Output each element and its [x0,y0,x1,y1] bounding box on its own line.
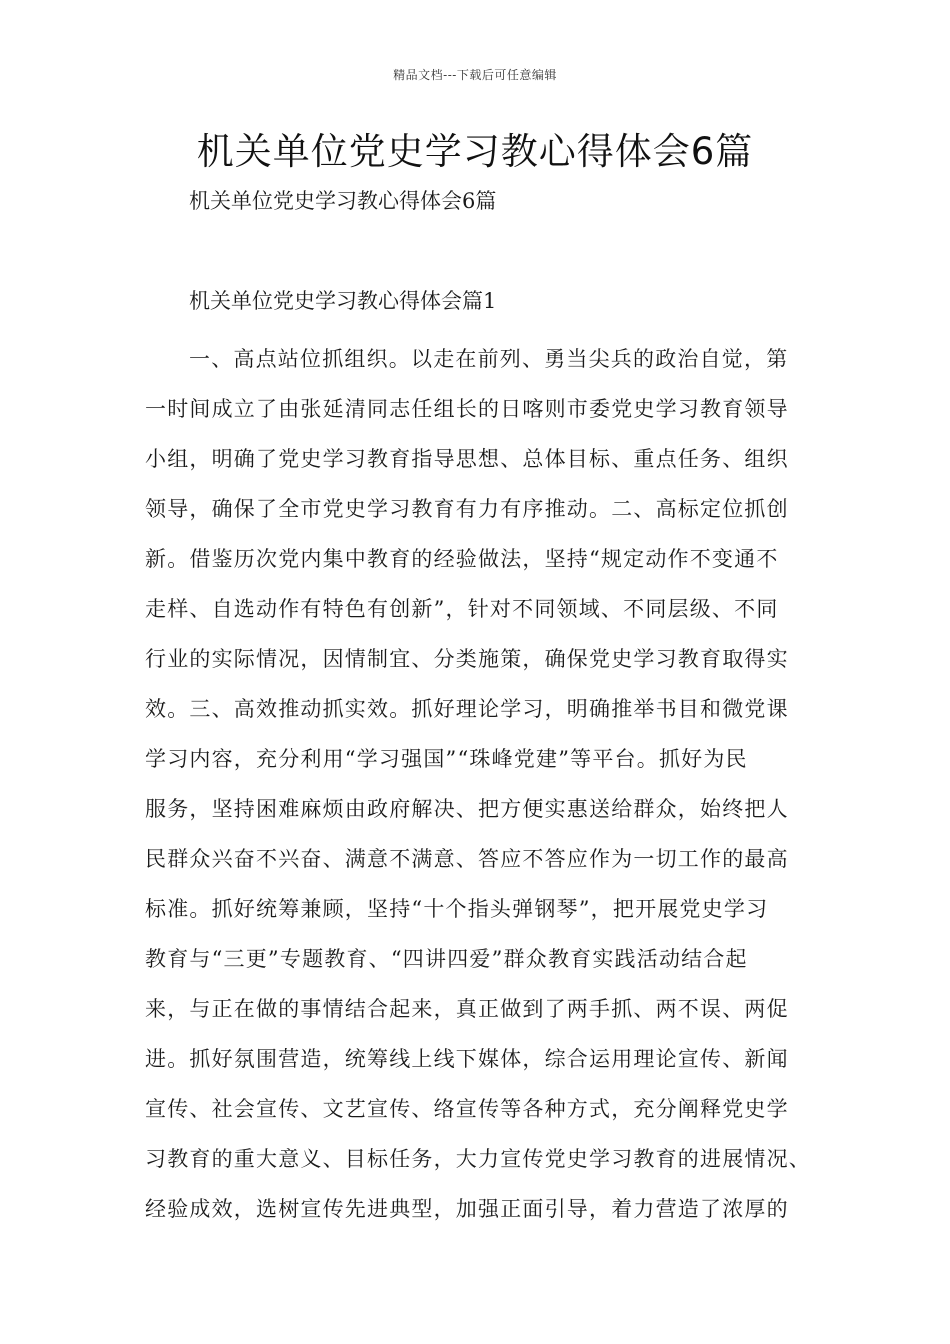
header-note: 精品文档---下载后可任意编辑 [393,68,557,82]
body-line: 走样、自选动作有特色有创新”，针对不同领域、不同层级、不同 [145,597,779,621]
document-subtitle: 机关单位党史学习教心得体会6篇 [189,189,497,213]
body-line: 一时间成立了由张延清同志任组长的日喀则市委党史学习教育领导 [145,397,789,421]
body-text [145,334,817,1234]
body-line: 习教育的重大意义、目标任务，大力宣传党史学习教育的进展情况、 [145,1147,811,1171]
document-title: 机关单位党史学习教心得体会6篇 [196,130,754,173]
body-line: 小组，明确了党史学习教育指导思想、总体目标、重点任务、组织 [145,447,789,471]
body-line: 行业的实际情况，因情制宜、分类施策，确保党史学习教育取得实 [145,647,789,671]
body-line: 教育与“三更”专题教育、“四讲四爱”群众教育实践活动结合起 [145,947,748,971]
body-line: 进。抓好氛围营造，统筹线上线下媒体，综合运用理论宣传、新闻 [145,1047,789,1071]
section-heading: 机关单位党史学习教心得体会篇1 [189,289,497,313]
body-line: 领导，确保了全市党史学习教育有力有序推动。二、高标定位抓创 [145,497,789,521]
body-line: 新。借鉴历次党内集中教育的经验做法，坚持“规定动作不变通不 [145,547,779,571]
body-line: 民群众兴奋不兴奋、满意不满意、答应不答应作为一切工作的最高 [145,847,789,871]
body-line: 经验成效，选树宣传先进典型，加强正面引导，着力营造了浓厚的 [145,1197,789,1221]
body-line: 来，与正在做的事情结合起来，真正做到了两手抓、两不误、两促 [145,997,789,1021]
body-line: 一、高点站位抓组织。以走在前列、勇当尖兵的政治自觉，第 [189,347,789,371]
body-line: 学习内容，充分利用“学习强国”“珠峰党建”等平台。抓好为民 [145,747,748,771]
body-line: 宣传、社会宣传、文艺宣传、络宣传等各种方式，充分阐释党史学 [145,1097,789,1121]
body-line: 服务，坚持困难麻烦由政府解决、把方便实惠送给群众，始终把人 [145,797,789,821]
body-line: 标准。抓好统筹兼顾，坚持“十个指头弹钢琴”，把开展党史学习 [145,897,769,921]
body-line: 效。三、高效推动抓实效。抓好理论学习，明确推举书目和微党课 [145,697,789,721]
